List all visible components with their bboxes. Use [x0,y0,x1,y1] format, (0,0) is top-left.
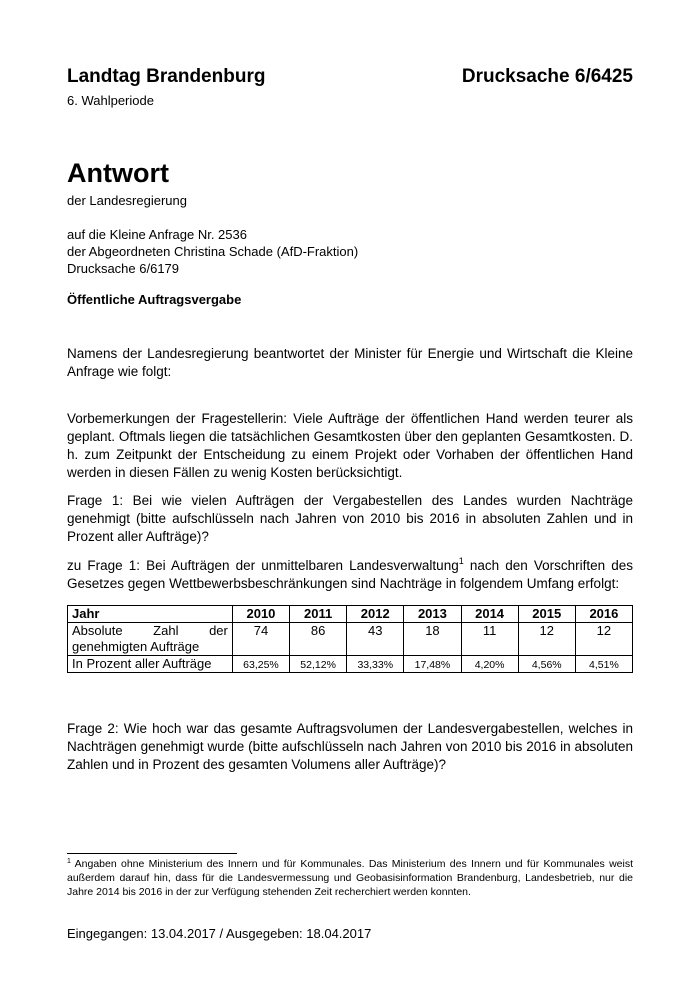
year-header: 2014 [461,606,518,623]
table-cell: 4,56% [518,656,575,673]
footnote [67,857,633,899]
table-cell: 4,51% [575,656,632,673]
table-cell: 74 [232,623,289,656]
parliament-name: Landtag Brandenburg [67,66,266,87]
page-title: Antwort [67,158,169,188]
table-cell: 63,25% [232,656,289,673]
footnote-reference: 1 [458,556,464,566]
table-cell: 17,48% [404,656,461,673]
year-header: 2010 [232,606,289,623]
inquiry-reference [67,226,358,277]
question-1: Frage 1: Bei wie vielen Aufträgen der Vergabestellen des Landes wurden Nachträge genehmigt (bitte aufschlüsseln nach Jahren von 2010 bis 2016 in absoluten Zahlen und in Prozent aller Aufträge)? [67,493,633,544]
footnote-divider [67,853,237,854]
page-subtitle: der Landesregierung [67,193,187,208]
preliminary-remarks: Vorbemerkungen der Fragestellerin: Viele Aufträge der öffentlichen Hand werden teurer als geplant. Oftmals liegen die tatsächlichen Gesamtkosten über den geplanten Gesamtkosten. D. h. zum Zeitpunkt der Entscheidung zu einem Projekt oder Vorhaben der öffentlichen Hand werden in diesen Fällen zu wenig Kosten berücksichtigt. [67,411,633,480]
table-cell: 11 [461,623,518,656]
table-row [68,656,633,673]
table-cell: 12 [575,623,632,656]
row-label-percent: In Prozent aller Aufträge [68,656,233,673]
table-cell: 52,12% [290,656,347,673]
table-cell: 12 [518,623,575,656]
table-cell: 33,33% [347,656,404,673]
table-header-row [68,606,633,623]
row-label-absolute: Absolute Zahl der genehmigten Aufträge [68,623,233,656]
table-header-label: Jahr [68,606,233,623]
year-header: 2011 [290,606,347,623]
inquiry-line: Drucksache 6/6179 [67,261,180,276]
inquiry-line: der Abgeordneten Christina Schade (AfD-Fraktion) [67,244,359,259]
year-header: 2015 [518,606,575,623]
table-cell: 86 [290,623,347,656]
table-cell: 4,20% [461,656,518,673]
intro-paragraph: Namens der Landesregierung beantwortet der Minister für Energie und Wirtschaft die Kleine Anfrage wie folgt: [67,346,633,379]
received-dates: Eingegangen: 13.04.2017 / Ausgegeben: 18.04.2017 [67,926,372,941]
answer-1-text: zu Frage 1: Bei Aufträgen der unmittelbaren Landesverwaltung [67,558,459,573]
answer-1-text-cont: nach den Vorschriften des Gesetzes gegen Wettbewerbsbeschränkungen sind Nachträge in folgendem Umfang erfolgt: [67,558,634,591]
table-row [68,623,633,656]
year-header: 2016 [575,606,632,623]
footnote-marker: 1 [67,858,71,865]
table-cell: 18 [404,623,461,656]
footnote-text: Angaben ohne Ministerium des Innern und für Kommunales. Das Ministerium des Innern und für Kommunales weist außerdem darauf hin, dass für die Landesvermessung und Geobasisinformation Brandenburg, Landesbetrieb, nur die Jahre 2014 bis 2016 in der zur Verfügung stehenden Zeit recherchiert werden konnten. [67,858,633,898]
document-header [67,66,633,92]
document-number: Drucksache 6/6425 [461,66,633,87]
year-header: 2012 [347,606,404,623]
year-header: 2013 [404,606,461,623]
subject-heading: Öffentliche Auftragsvergabe [67,292,242,307]
inquiry-line: auf die Kleine Anfrage Nr. 2536 [67,227,247,242]
answer-1 [67,557,633,593]
contracts-table [67,605,633,673]
table-cell: 43 [347,623,404,656]
question-2: Frage 2: Wie hoch war das gesamte Auftragsvolumen der Landesvergabestellen, welches in Nachträgen genehmigt wurde (bitte aufschlüsseln nach Jahren von 2010 bis 2016 in absoluten Zahlen und in Prozent des gesamten Volumens aller Aufträge)? [67,721,633,772]
electoral-period: 6. Wahlperiode [67,93,154,108]
